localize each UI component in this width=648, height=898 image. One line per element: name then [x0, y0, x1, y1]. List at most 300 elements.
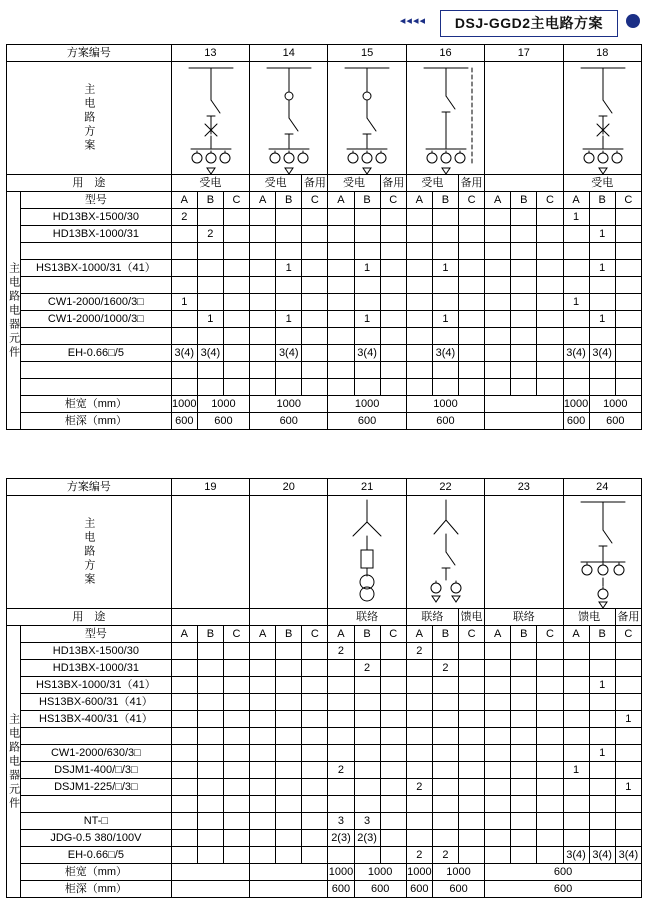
schematic-cell-13 [171, 62, 249, 175]
use-cell-1: 受电 [250, 175, 302, 192]
qty-cell [511, 813, 537, 830]
qty-cell [276, 294, 302, 311]
qty-cell: 1 [432, 260, 458, 277]
qty-cell [250, 813, 276, 830]
qty-cell [563, 728, 589, 745]
cabinet-depth-value: 600 [485, 881, 642, 898]
qty-cell [171, 362, 197, 379]
model-name: CW1-2000/1600/3□ [21, 294, 172, 311]
qty-cell [615, 643, 641, 660]
model-name [21, 328, 172, 345]
qty-cell [615, 660, 641, 677]
model-name [21, 379, 172, 396]
qty-cell [459, 796, 485, 813]
qty-cell: 1 [563, 762, 589, 779]
col-20-B: B [276, 626, 302, 643]
qty-cell [302, 643, 328, 660]
qty-cell [406, 694, 432, 711]
use-label: 用 途 [7, 175, 172, 192]
qty-cell [563, 830, 589, 847]
cabinet-depth-value [485, 413, 563, 430]
qty-cell [223, 694, 249, 711]
qty-cell [354, 328, 380, 345]
qty-cell [223, 345, 249, 362]
qty-cell [250, 311, 276, 328]
qty-cell [615, 294, 641, 311]
cabinet-depth-label: 柜深（mm） [21, 413, 172, 430]
qty-cell [485, 379, 511, 396]
qty-cell [615, 328, 641, 345]
qty-cell [537, 762, 563, 779]
qty-cell [328, 847, 354, 864]
col-18-A: A [563, 192, 589, 209]
qty-cell [380, 830, 406, 847]
qty-cell [302, 847, 328, 864]
qty-cell [459, 643, 485, 660]
qty-cell [171, 277, 197, 294]
use-label: 用 途 [7, 609, 172, 626]
qty-cell [380, 311, 406, 328]
qty-cell: 1 [615, 779, 641, 796]
cabinet-depth-value: 600 [328, 413, 406, 430]
qty-cell [354, 362, 380, 379]
qty-cell [197, 660, 223, 677]
qty-cell [302, 345, 328, 362]
use-cell-3: 联络 [406, 609, 458, 626]
qty-cell [485, 677, 511, 694]
qty-cell [380, 379, 406, 396]
qty-cell [380, 277, 406, 294]
qty-cell [380, 243, 406, 260]
cabinet-width-value: 1000 [250, 396, 328, 413]
qty-cell [250, 226, 276, 243]
qty-cell [328, 796, 354, 813]
qty-cell [563, 643, 589, 660]
qty-cell [171, 762, 197, 779]
qty-cell [302, 779, 328, 796]
qty-cell [276, 813, 302, 830]
qty-cell [459, 762, 485, 779]
qty-cell [223, 796, 249, 813]
qty-cell [171, 643, 197, 660]
qty-cell [589, 209, 615, 226]
col-16-B: B [432, 192, 458, 209]
model-name: NT-□ [21, 813, 172, 830]
qty-cell [432, 813, 458, 830]
qty-cell [459, 243, 485, 260]
qty-cell [485, 711, 511, 728]
qty-cell [197, 362, 223, 379]
qty-cell [302, 830, 328, 847]
col-15-A: A [328, 192, 354, 209]
scheme-number-row [7, 479, 642, 496]
use-cell-5: 受电 [406, 175, 458, 192]
cabinet-depth-label: 柜深（mm） [21, 881, 172, 898]
qty-cell [250, 677, 276, 694]
qty-cell [511, 762, 537, 779]
qty-cell [250, 362, 276, 379]
col-22-A: A [406, 626, 432, 643]
qty-cell [563, 277, 589, 294]
qty-cell [171, 694, 197, 711]
main-circuit-scheme-label: 主电路方案 [7, 62, 172, 175]
scheme-number-row [7, 45, 642, 62]
qty-cell [302, 728, 328, 745]
qty-cell [354, 728, 380, 745]
qty-cell [250, 209, 276, 226]
qty-cell: 1 [276, 311, 302, 328]
qty-cell [511, 847, 537, 864]
qty-cell [485, 796, 511, 813]
col-18-C: C [615, 192, 641, 209]
qty-cell [485, 328, 511, 345]
qty-cell [276, 762, 302, 779]
qty-cell [328, 745, 354, 762]
col-19-A: A [171, 626, 197, 643]
cabinet-width-value [250, 864, 328, 881]
schematic-cell-23 [485, 496, 563, 609]
qty-cell [511, 677, 537, 694]
qty-cell: 3(4) [563, 345, 589, 362]
table-row [7, 379, 642, 396]
qty-cell [406, 311, 432, 328]
qty-cell [223, 728, 249, 745]
qty-cell [197, 643, 223, 660]
use-cell-7 [485, 175, 563, 192]
main-circuit-scheme-label: 主电路方案 [7, 496, 172, 609]
qty-cell [250, 847, 276, 864]
qty-cell [485, 745, 511, 762]
qty-cell [589, 813, 615, 830]
qty-cell [485, 643, 511, 660]
qty-cell: 1 [171, 294, 197, 311]
qty-cell [537, 830, 563, 847]
qty-cell [589, 362, 615, 379]
components-label: 主电路电器元件 [7, 192, 21, 430]
qty-cell [615, 260, 641, 277]
qty-cell [485, 830, 511, 847]
qty-cell [459, 711, 485, 728]
qty-cell [328, 694, 354, 711]
qty-cell [223, 745, 249, 762]
qty-cell [380, 226, 406, 243]
qty-cell [589, 694, 615, 711]
qty-cell [615, 813, 641, 830]
table-row [7, 362, 642, 379]
qty-cell [276, 830, 302, 847]
qty-cell [485, 362, 511, 379]
qty-cell [537, 311, 563, 328]
cabinet-width-value: 1000 [432, 864, 484, 881]
qty-cell [223, 362, 249, 379]
qty-cell [250, 260, 276, 277]
qty-cell [485, 660, 511, 677]
qty-cell [406, 362, 432, 379]
model-name [21, 277, 172, 294]
model-name: HD13BX-1000/31 [21, 226, 172, 243]
qty-cell [615, 745, 641, 762]
qty-cell [589, 328, 615, 345]
qty-cell [589, 277, 615, 294]
qty-cell [432, 379, 458, 396]
qty-cell [432, 796, 458, 813]
schematic-cell-22 [406, 496, 484, 609]
page-header [0, 8, 648, 34]
qty-cell [485, 260, 511, 277]
qty-cell [380, 762, 406, 779]
cabinet-width-value: 1000 [406, 864, 432, 881]
qty-cell [171, 779, 197, 796]
qty-cell [537, 694, 563, 711]
scheme-table-1 [6, 44, 642, 430]
model-name [21, 728, 172, 745]
qty-cell [563, 677, 589, 694]
qty-cell [485, 277, 511, 294]
qty-cell [354, 711, 380, 728]
qty-cell [276, 711, 302, 728]
qty-cell [589, 762, 615, 779]
qty-cell [302, 762, 328, 779]
qty-cell [250, 643, 276, 660]
qty-cell [223, 311, 249, 328]
qty-cell [406, 345, 432, 362]
qty-cell [432, 226, 458, 243]
qty-cell [432, 711, 458, 728]
qty-cell [223, 643, 249, 660]
qty-cell: 2 [432, 847, 458, 864]
qty-cell [380, 728, 406, 745]
qty-cell [328, 226, 354, 243]
qty-cell [276, 226, 302, 243]
col-15-B: B [354, 192, 380, 209]
qty-cell [485, 226, 511, 243]
use-cell-6: 备用 [459, 175, 485, 192]
qty-cell [406, 677, 432, 694]
qty-cell [459, 813, 485, 830]
table-row [7, 847, 642, 864]
qty-cell [380, 796, 406, 813]
qty-cell [380, 711, 406, 728]
qty-cell [276, 362, 302, 379]
col-15-C: C [380, 192, 406, 209]
qty-cell [171, 243, 197, 260]
qty-cell [563, 311, 589, 328]
table-row [7, 660, 642, 677]
qty-cell [459, 677, 485, 694]
qty-cell: 1 [354, 260, 380, 277]
qty-cell [511, 711, 537, 728]
qty-cell [276, 643, 302, 660]
col-16-A: A [406, 192, 432, 209]
model-name: JDG-0.5 380/100V [21, 830, 172, 847]
qty-cell [511, 796, 537, 813]
scheme-number-15: 15 [328, 45, 406, 62]
qty-cell [511, 277, 537, 294]
qty-cell [459, 830, 485, 847]
col-23-C: C [537, 626, 563, 643]
schematic-cell-17 [485, 62, 563, 175]
qty-cell [563, 379, 589, 396]
qty-cell: 3(4) [171, 345, 197, 362]
col-17-A: A [485, 192, 511, 209]
qty-cell [615, 796, 641, 813]
qty-cell [354, 379, 380, 396]
qty-cell [250, 745, 276, 762]
cabinet-width-value: 1000 [563, 396, 589, 413]
qty-cell [406, 762, 432, 779]
scheme-number-16: 16 [406, 45, 484, 62]
qty-cell [406, 328, 432, 345]
cabinet-depth-value: 600 [563, 413, 589, 430]
use-cell-8: 受电 [563, 175, 642, 192]
qty-cell [380, 660, 406, 677]
use-cell-2: 备用 [302, 175, 328, 192]
qty-cell: 2 [432, 660, 458, 677]
col-19-C: C [223, 626, 249, 643]
qty-cell [537, 847, 563, 864]
qty-cell [537, 677, 563, 694]
qty-cell [302, 243, 328, 260]
qty-cell [380, 345, 406, 362]
qty-cell: 1 [589, 260, 615, 277]
qty-cell [615, 762, 641, 779]
qty-cell [485, 762, 511, 779]
qty-cell: 3 [354, 813, 380, 830]
cabinet-depth-value: 600 [250, 413, 328, 430]
qty-cell [197, 745, 223, 762]
qty-cell [537, 260, 563, 277]
col-19-B: B [197, 626, 223, 643]
model-name: HS13BX-600/31（41） [21, 694, 172, 711]
qty-cell [589, 294, 615, 311]
cabinet-width-value [171, 864, 249, 881]
schematic-cell-20 [250, 496, 328, 609]
table-row [7, 311, 642, 328]
qty-cell [485, 847, 511, 864]
qty-cell [459, 694, 485, 711]
qty-cell [250, 711, 276, 728]
table-row [7, 745, 642, 762]
qty-cell [171, 328, 197, 345]
qty-cell [197, 813, 223, 830]
qty-cell [511, 362, 537, 379]
qty-cell [197, 694, 223, 711]
qty-cell: 1 [589, 745, 615, 762]
qty-cell [511, 294, 537, 311]
qty-cell [223, 209, 249, 226]
qty-cell [563, 328, 589, 345]
qty-cell [171, 677, 197, 694]
qty-cell [459, 779, 485, 796]
qty-cell [459, 745, 485, 762]
qty-cell [432, 328, 458, 345]
qty-cell [197, 677, 223, 694]
components-label: 主电路电器元件 [7, 626, 21, 898]
qty-cell [276, 277, 302, 294]
qty-cell [615, 677, 641, 694]
qty-cell: 2 [197, 226, 223, 243]
qty-cell [302, 379, 328, 396]
qty-cell [380, 813, 406, 830]
qty-cell [171, 830, 197, 847]
schematic-cell-14 [250, 62, 328, 175]
qty-cell [380, 643, 406, 660]
table-row [7, 813, 642, 830]
col-13-A: A [171, 192, 197, 209]
qty-cell [197, 847, 223, 864]
cabinet-depth-value [171, 881, 249, 898]
qty-cell: 1 [197, 311, 223, 328]
qty-cell: 3(4) [589, 847, 615, 864]
qty-cell [432, 643, 458, 660]
qty-cell [563, 694, 589, 711]
cabinet-width-value: 1000 [328, 396, 406, 413]
qty-cell [537, 379, 563, 396]
qty-cell [250, 345, 276, 362]
table-row [7, 209, 642, 226]
qty-cell [276, 779, 302, 796]
model-name: EH-0.66□/5 [21, 847, 172, 864]
qty-cell [223, 277, 249, 294]
qty-cell [537, 660, 563, 677]
qty-cell [432, 677, 458, 694]
qty-cell: 3(4) [432, 345, 458, 362]
use-cell-6: 馈电 [563, 609, 615, 626]
qty-cell [328, 728, 354, 745]
model-header-row [7, 626, 642, 643]
use-cell-2: 联络 [328, 609, 406, 626]
qty-cell [354, 796, 380, 813]
qty-cell [250, 779, 276, 796]
qty-cell [432, 209, 458, 226]
qty-cell [406, 226, 432, 243]
qty-cell [171, 226, 197, 243]
qty-cell [250, 294, 276, 311]
qty-cell [223, 226, 249, 243]
qty-cell [354, 847, 380, 864]
qty-cell [563, 796, 589, 813]
qty-cell [328, 677, 354, 694]
qty-cell [563, 243, 589, 260]
qty-cell [171, 660, 197, 677]
cabinet-depth-value: 600 [432, 881, 484, 898]
qty-cell [223, 677, 249, 694]
qty-cell [563, 362, 589, 379]
qty-cell: 1 [615, 711, 641, 728]
qty-cell: 2 [406, 643, 432, 660]
qty-cell [563, 711, 589, 728]
col-23-A: A [485, 626, 511, 643]
table-row [7, 243, 642, 260]
cabinet-width-value: 600 [485, 864, 642, 881]
scheme-number-20: 20 [250, 479, 328, 496]
qty-cell [328, 294, 354, 311]
schematic-cell-19 [171, 496, 249, 609]
qty-cell: 2 [171, 209, 197, 226]
qty-cell [406, 379, 432, 396]
qty-cell [485, 813, 511, 830]
cabinet-width-row [7, 396, 642, 413]
qty-cell [511, 260, 537, 277]
cabinet-width-value: 1000 [354, 864, 406, 881]
qty-cell [223, 660, 249, 677]
qty-cell [250, 694, 276, 711]
qty-cell: 1 [563, 209, 589, 226]
qty-cell [302, 660, 328, 677]
table-row [7, 779, 642, 796]
qty-cell [615, 311, 641, 328]
qty-cell [171, 379, 197, 396]
